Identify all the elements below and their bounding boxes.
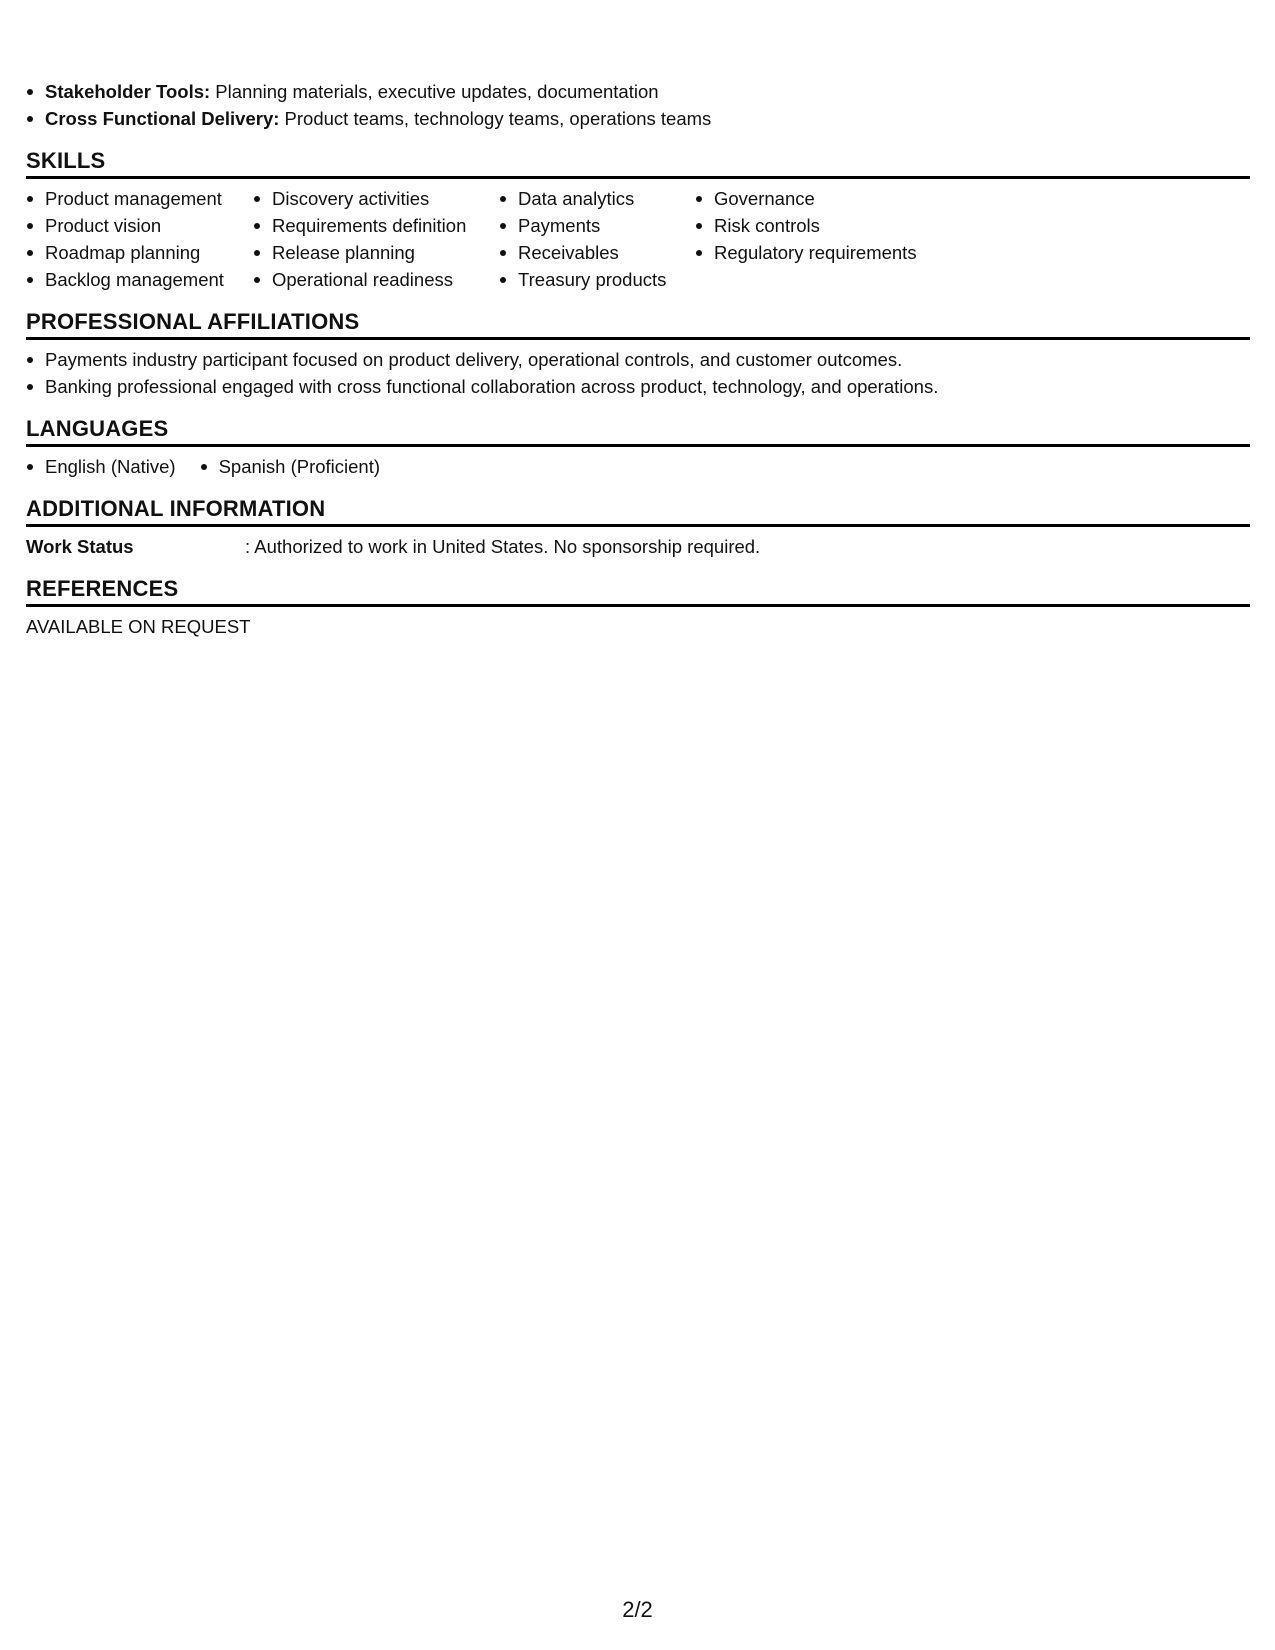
item-label: Stakeholder Tools: — [45, 81, 211, 102]
skills-column — [695, 185, 955, 293]
skills-column — [499, 185, 695, 293]
list-item: Spanish (Proficient) — [200, 453, 380, 480]
list-item: Risk controls — [695, 212, 955, 239]
skills-section — [26, 148, 1250, 293]
list-item: Roadmap planning — [26, 239, 253, 266]
section-divider — [26, 524, 1250, 527]
page-number: 2/2 — [622, 1597, 653, 1622]
section-title: LANGUAGES — [26, 416, 169, 441]
list-item: Product management — [26, 185, 253, 212]
list-item: English (Native) — [26, 453, 176, 480]
languages-list — [26, 453, 1250, 480]
affiliations-section — [26, 309, 1250, 400]
list-item — [26, 78, 1250, 105]
list-item: Payments — [499, 212, 695, 239]
item-text: Planning materials, executive updates, documentation — [210, 81, 659, 102]
section-title: SKILLS — [26, 148, 106, 173]
list-item: Regulatory requirements — [695, 239, 955, 266]
list-item: Banking professional engaged with cross functional collaboration across product, technology, and operations. — [26, 373, 1250, 400]
work-status-row — [26, 533, 1250, 560]
intro-list — [26, 78, 1250, 132]
item-label: Cross Functional Delivery: — [45, 108, 280, 129]
affiliations-list — [26, 346, 1250, 400]
work-status-label: Work Status — [26, 536, 134, 557]
list-item: Release planning — [253, 239, 499, 266]
work-status-value: : Authorized to work in United States. No sponsorship required. — [245, 536, 761, 557]
list-item: Data analytics — [499, 185, 695, 212]
skills-columns — [26, 185, 1250, 293]
list-item: Payments industry participant focused on product delivery, operational controls, and customer outcomes. — [26, 346, 1250, 373]
languages-section — [26, 416, 1250, 480]
item-text: Product teams, technology teams, operations teams — [279, 108, 712, 129]
section-divider — [26, 176, 1250, 179]
list-item: Backlog management — [26, 266, 253, 293]
skills-column — [253, 185, 499, 293]
list-item: Receivables — [499, 239, 695, 266]
section-divider — [26, 444, 1250, 447]
resume-page — [26, 78, 1250, 640]
list-item: Governance — [695, 185, 955, 212]
section-title: PROFESSIONAL AFFILIATIONS — [26, 309, 360, 334]
list-item: Product vision — [26, 212, 253, 239]
section-divider — [26, 604, 1250, 607]
list-item: Discovery activities — [253, 185, 499, 212]
section-title: ADDITIONAL INFORMATION — [26, 496, 326, 521]
list-item: Operational readiness — [253, 266, 499, 293]
list-item — [26, 105, 1250, 132]
references-text: AVAILABLE ON REQUEST — [26, 616, 251, 637]
list-item: Requirements definition — [253, 212, 499, 239]
references-section — [26, 576, 1250, 640]
section-title: REFERENCES — [26, 576, 179, 601]
list-item: Treasury products — [499, 266, 695, 293]
section-divider — [26, 337, 1250, 340]
skills-column — [26, 185, 253, 293]
additional-info-section — [26, 496, 1250, 560]
